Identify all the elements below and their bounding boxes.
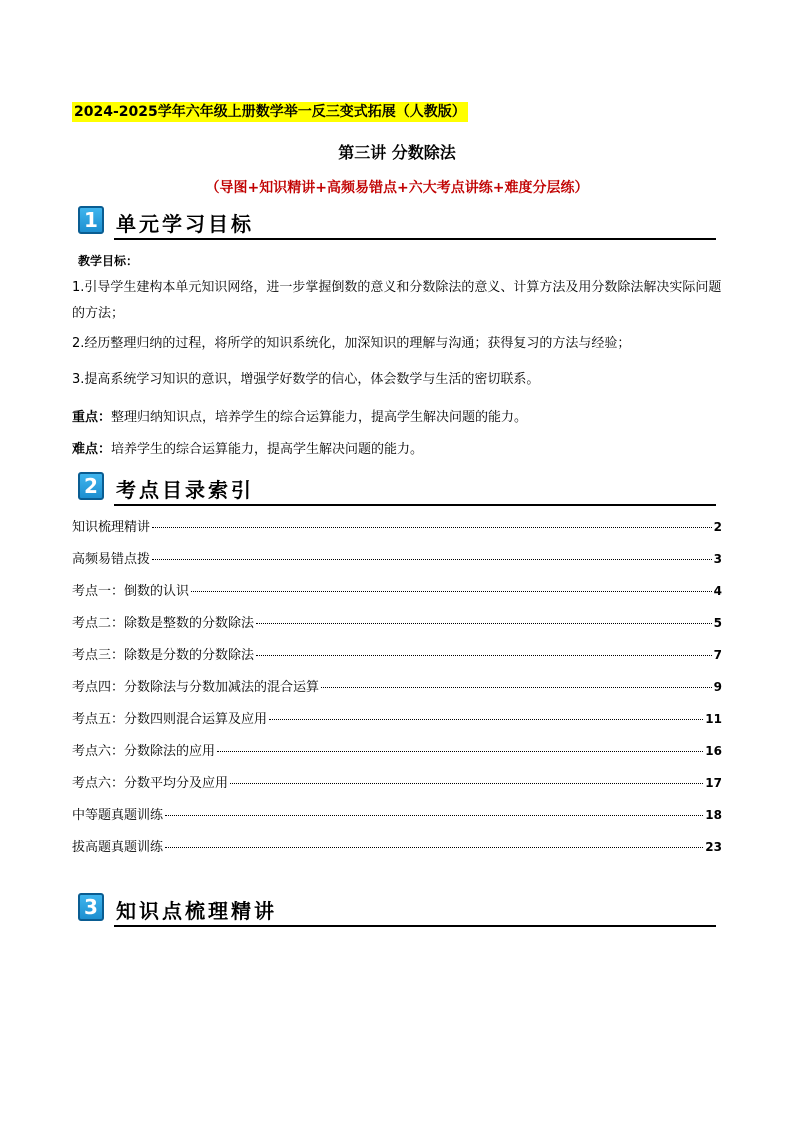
section-number-badge: 2: [78, 472, 104, 500]
toc-entry[interactable]: [72, 676, 722, 708]
section-title: 知识点梳理精讲: [116, 899, 277, 923]
lecture-title: 第三讲 分数除法: [338, 143, 456, 162]
toc-leader-dots: [165, 847, 703, 848]
toc-entry[interactable]: [72, 772, 722, 804]
toc-entry-page: 3: [713, 552, 722, 566]
toc-entry-title: 拔高题真题训练: [72, 840, 164, 855]
toc-entry[interactable]: [72, 836, 722, 868]
goal-item-1: 1.引导学生建构本单元知识网络，进一步掌握倒数的意义和分数除法的意义、计算方法及用分数除法解决实际问题的方法；: [72, 280, 722, 321]
difficult-points-text: 培养学生的综合运算能力，提高学生解决问题的能力。: [111, 442, 424, 457]
toc-entry-page: 5: [713, 616, 722, 630]
toc-entry-title: 考点六：分数除法的应用: [72, 744, 216, 759]
toc-entry-page: 9: [713, 680, 722, 694]
section-title: 考点目录索引: [116, 478, 254, 502]
section-underline: [114, 238, 716, 240]
toc-leader-dots: [230, 783, 703, 784]
section-title: 单元学习目标: [116, 212, 254, 236]
section-underline: [114, 925, 716, 927]
section-heading-toc: [78, 472, 716, 506]
section-number-badge: 1: [78, 206, 104, 234]
key-points: [72, 405, 722, 431]
toc-leader-dots: [321, 687, 712, 688]
toc-entry-page: 2: [713, 520, 722, 534]
toc-entry[interactable]: [72, 612, 722, 644]
toc-entry-page: 4: [713, 584, 722, 598]
toc-entry[interactable]: [72, 644, 722, 676]
toc-entry-title: 考点一：倒数的认识: [72, 584, 190, 599]
toc-leader-dots: [256, 623, 712, 624]
toc-entry[interactable]: [72, 548, 722, 580]
toc-entry-page: 11: [705, 712, 722, 726]
toc-entry-page: 16: [705, 744, 722, 758]
toc-entry-title: 知识梳理精讲: [72, 520, 151, 535]
toc-leader-dots: [152, 559, 712, 560]
section-number-badge: 3: [78, 893, 104, 921]
key-points-label: 重点：: [72, 410, 112, 425]
toc-entry[interactable]: [72, 708, 722, 740]
goal-item-3: 3.提高系统学习知识的意识，增强学好数学的信心，体会数学与生活的密切联系。: [72, 372, 540, 387]
toc-entry-title: 中等题真题训练: [72, 808, 164, 823]
toc-leader-dots: [165, 815, 703, 816]
toc-entry-title: 考点六：分数平均分及应用: [72, 776, 229, 791]
toc-leader-dots: [217, 751, 703, 752]
table-of-contents: [72, 516, 722, 868]
lecture-subtitle: （导图+知识精讲+高频易错点+六大考点讲练+难度分层练）: [205, 180, 589, 196]
toc-entry-page: 7: [713, 648, 722, 662]
toc-leader-dots: [191, 591, 712, 592]
toc-entry[interactable]: [72, 804, 722, 836]
difficult-points-label: 难点：: [72, 442, 112, 457]
section-heading-knowledge: [78, 893, 716, 927]
section-underline: [114, 504, 716, 506]
toc-entry[interactable]: [72, 740, 722, 772]
toc-entry-page: 23: [705, 840, 722, 854]
series-title-banner: 2024-2025学年六年级上册数学举一反三变式拓展（人教版）: [74, 104, 466, 120]
toc-entry[interactable]: [72, 516, 722, 548]
toc-entry-title: 考点二：除数是整数的分数除法: [72, 616, 255, 631]
toc-entry-title: 考点三：除数是分数的分数除法: [72, 648, 255, 663]
toc-entry-page: 17: [705, 776, 722, 790]
difficult-points: [72, 437, 722, 463]
toc-entry-title: 考点五：分数四则混合运算及应用: [72, 712, 268, 727]
teaching-goals-label: 教学目标：: [78, 254, 139, 268]
toc-entry-page: 18: [705, 808, 722, 822]
goal-item-2: 2.经历整理归纳的过程，将所学的知识系统化，加深知识的理解与沟通；获得复习的方法与经验；: [72, 336, 631, 351]
key-points-text: 整理归纳知识点，培养学生的综合运算能力，提高学生解决问题的能力。: [111, 410, 528, 425]
section-heading-goals: [78, 206, 716, 240]
toc-entry[interactable]: [72, 580, 722, 612]
toc-entry-title: 高频易错点拨: [72, 552, 151, 567]
toc-leader-dots: [256, 655, 712, 656]
toc-leader-dots: [152, 527, 712, 528]
toc-entry-title: 考点四：分数除法与分数加减法的混合运算: [72, 680, 320, 695]
toc-leader-dots: [269, 719, 703, 720]
